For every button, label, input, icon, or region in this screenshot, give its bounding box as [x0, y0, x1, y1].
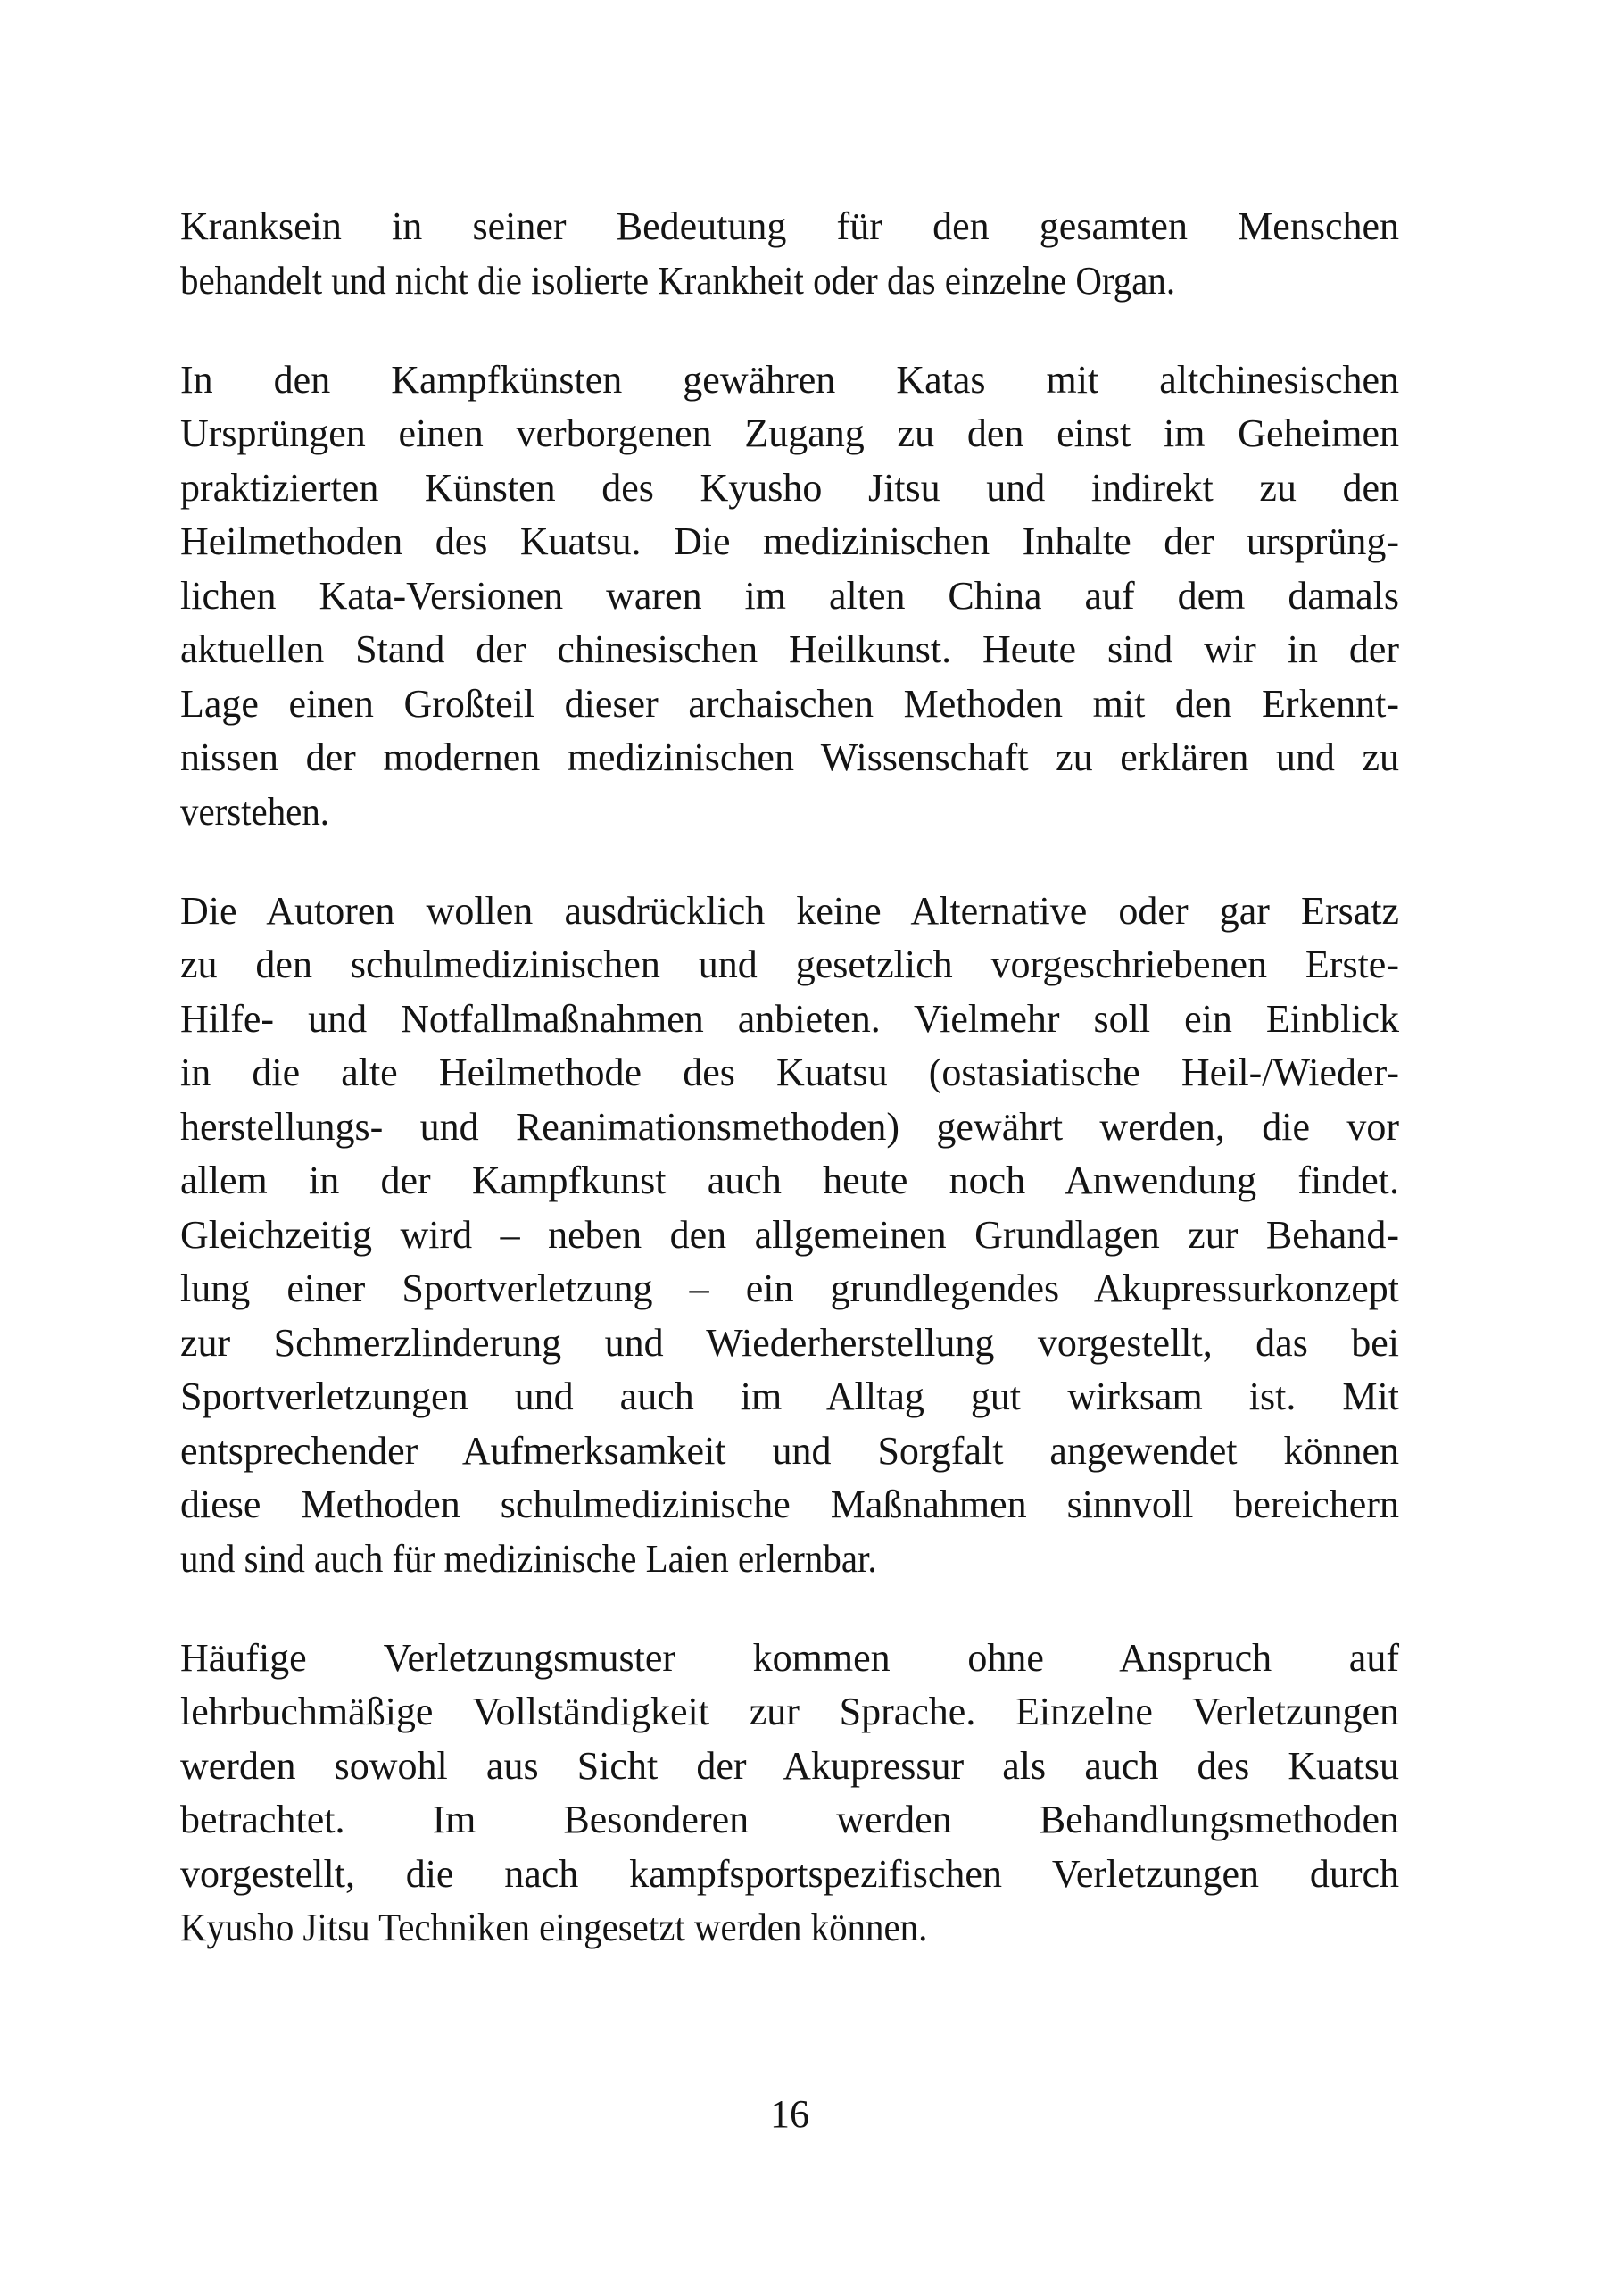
text-line: Ursprüngen einen verborgenen Zugang zu den einst im Geheimen: [180, 411, 1399, 455]
text-line: allem in der Kampfkunst auch heute noch Anwendung findet.: [180, 1159, 1399, 1202]
text-line: vorgestellt, die nach kampfsportspezifischen Verletzungen durch: [180, 1851, 1399, 1896]
text-line: Hilfe- und Notfallmaßnahmen anbieten. Vielmehr soll ein Einblick: [180, 996, 1399, 1041]
text-line: aktuellen Stand der chinesischen Heilkunst. Heute sind wir in der: [180, 627, 1399, 671]
text-line: herstellungs- und Reanimationsmethoden) gewährt werden, die vor: [180, 1104, 1399, 1149]
text-line: In den Kampfkünsten gewähren Katas mit altchinesischen: [180, 357, 1399, 402]
text-line: und sind auch für medizinische Laien erlernbar.: [180, 1536, 877, 1581]
text-line: in die alte Heilmethode des Kuatsu (ostasiatische Heil-/Wieder-: [180, 1051, 1399, 1094]
text-line: diese Methoden schulmedizinische Maßnahmen sinnvoll bereichern: [180, 1483, 1399, 1526]
page-number: [0, 2092, 1624, 2136]
text-line: Die Autoren wollen ausdrücklich keine Alternative oder gar Ersatz: [180, 888, 1399, 933]
text-line: praktizierten Künsten des Kyusho Jitsu und indirekt zu den: [180, 465, 1399, 510]
text-line: Heilmethoden des Kuatsu. Die medizinischen Inhalte der ursprüng-: [180, 519, 1399, 563]
text-line: nissen der modernen medizinischen Wissenschaft zu erklären und zu: [180, 735, 1399, 779]
text-line: Gleichzeitig wird – neben den allgemeinen Grundlagen zur Behand-: [180, 1212, 1399, 1257]
text-line: betrachtet. Im Besonderen werden Behandlungsmethoden: [180, 1798, 1399, 1841]
text-line: lung einer Sportverletzung – ein grundlegendes Akupressurkonzept: [180, 1267, 1399, 1310]
text-line: Kranksein in seiner Bedeutung für den gesamten Menschen: [180, 204, 1399, 248]
text-line: lichen Kata-Versionen waren im alten China auf dem damals: [180, 573, 1399, 618]
text-line: Lage einen Großteil dieser archaischen Methoden mit den Erkennt-: [180, 681, 1399, 726]
text-line: lehrbuchmäßige Vollständigkeit zur Sprache. Einzelne Verletzungen: [180, 1690, 1399, 1733]
text-line: Kyusho Jitsu Techniken eingesetzt werden können.: [180, 1906, 928, 1949]
text-line: entsprechender Aufmerksamkeit und Sorgfalt angewendet können: [180, 1428, 1399, 1473]
page-number-text: 16: [770, 2092, 809, 2136]
text-line: Häufige Verletzungsmuster kommen ohne Anspruch auf: [180, 1635, 1399, 1680]
text-line: werden sowohl aus Sicht der Akupressur als auch des Kuatsu: [180, 1743, 1399, 1788]
text-line: behandelt und nicht die isolierte Krankheit oder das einzelne Organ.: [180, 258, 1176, 303]
text-line: zu den schulmedizinischen und gesetzlich vorgeschriebenen Erste-: [180, 943, 1399, 986]
text-line: Sportverletzungen und auch im Alltag gut wirksam ist. Mit: [180, 1375, 1399, 1418]
text-line: verstehen.: [180, 789, 330, 834]
text-line: zur Schmerzlinderung und Wiederherstellung vorgestellt, das bei: [180, 1320, 1399, 1365]
